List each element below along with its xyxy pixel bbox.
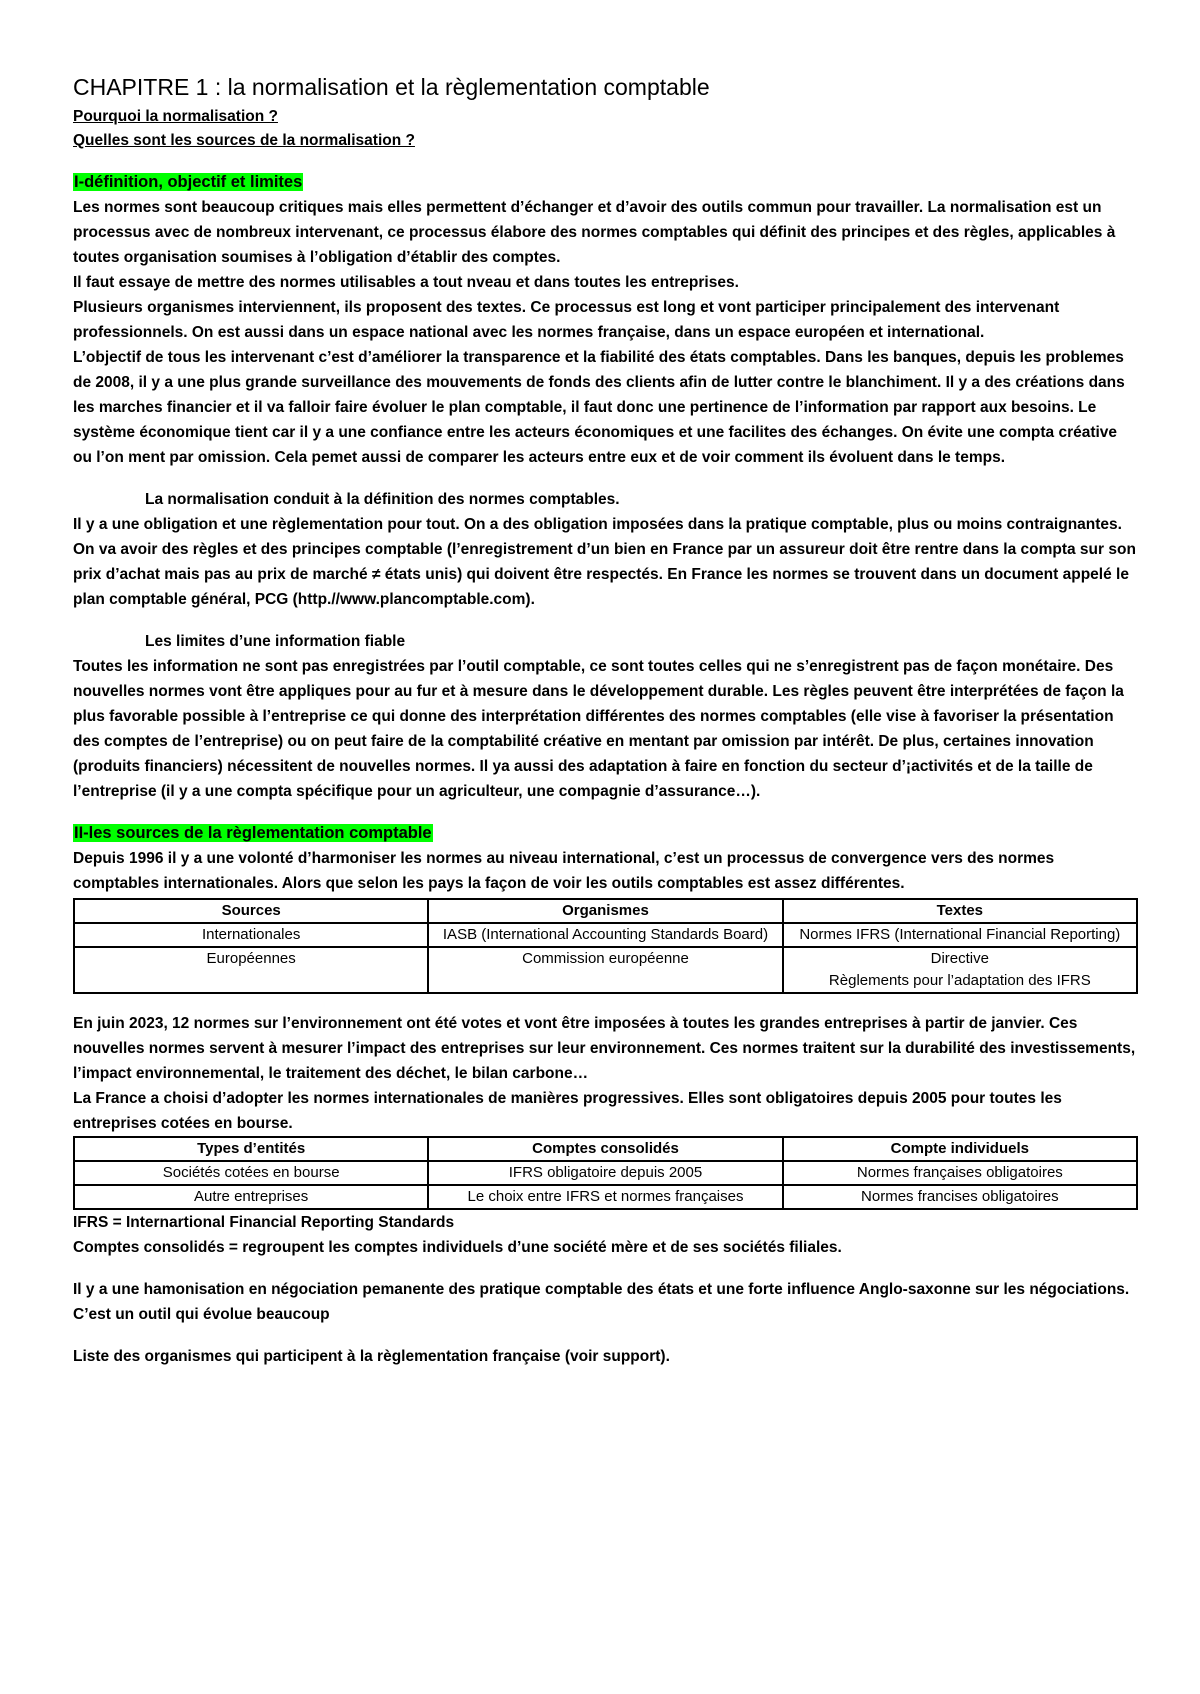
paragraph: Plusieurs organismes interviennent, ils proposent des textes. Ce processus est long et vont participer principalement des intervenant professionnels. On est aussi dans un espace national avec les normes française, dans un espace européen et international. [73, 299, 1060, 341]
table-header-cell: Types d’entités [74, 1137, 428, 1161]
spacer [73, 1327, 1138, 1344]
table-cell: Commission européenne [428, 947, 782, 993]
paragraph: Les normes sont beaucoup critiques mais elles permettent d’échanger et d’avoir des outils commun pour travailler. La normalisation est un processus avec de nombreux intervenant, ce processus élabore des normes comptables qui définit des principes et des règles, applicables à toutes organisation soumises à l’obligation d’établir des comptes. [73, 199, 1116, 266]
table-header-row [74, 899, 1137, 923]
table-row [74, 1185, 1137, 1209]
table-cell: IFRS obligatoire depuis 2005 [428, 1161, 782, 1185]
document-page [73, 72, 1138, 1369]
table-cell: Le choix entre IFRS et normes françaises [428, 1185, 782, 1209]
entities-table [73, 1136, 1138, 1210]
spacer [73, 612, 1138, 629]
paragraph: L’objectif de tous les intervenant c’est d’améliorer la transparence et la fiabilité des états comptables. Dans les banques, depuis les problemes de 2008, il y a une plus grande surveillance des mouvements de fonds des clients afin de lutter contre le blanchiment. Il y a des créations dans les marches financier et il va falloir faire évoluer le plan comptable, il faut donc une pertinence de l’information par rapport aux besoins. Le système économique tient car il y a une confiance entre les acteurs économiques et une facilites des échanges. On évite une compta créative ou l’on ment par omission. Cela pemet aussi de comparer les acteurs entre eux et de voir comment ils évoluent dans le temps. [73, 349, 1125, 466]
table-header-cell: Comptes consolidés [428, 1137, 782, 1161]
section-heading-2-text: II-les sources de la règlementation comptable [74, 824, 432, 842]
question-1: Pourquoi la normalisation ? [73, 108, 278, 125]
paragraph: Il y a une hamonisation en négociation pemanente des pratique comptable des états et une forte influence Anglo-saxonne sur les négociations. C’est un outil qui évolue beaucoup [73, 1281, 1130, 1323]
table-header-cell: Sources [74, 899, 428, 923]
paragraph: Il faut essaye de mettre des normes utilisables a tout nveau et dans toutes les entreprises. [73, 274, 739, 291]
page-title: CHAPITRE 1 : la normalisation et la règlementation comptable [73, 74, 710, 100]
spacer [73, 1260, 1138, 1277]
table-cell: Européennes [74, 947, 428, 993]
spacer [73, 804, 1138, 821]
subheading-limites: Les limites d’une information fiable [145, 633, 406, 650]
section-heading-1-text: I-définition, objectif et limites [74, 173, 303, 191]
spacer [73, 994, 1138, 1011]
table-cell: IASB (International Accounting Standards Board) [428, 923, 782, 947]
section-heading-2 [73, 821, 1138, 846]
table-cell: Directive Règlements pour l’adaptation des IFRS [783, 947, 1137, 993]
table-cell: Normes francises obligatoires [783, 1185, 1137, 1209]
table-row [74, 1161, 1137, 1185]
paragraph: En juin 2023, 12 normes sur l’environnement ont été votes et vont être imposées à toutes les grandes entreprises à partir de janvier. Ces nouvelles normes servent à mesurer l’impact des entreprises sur leur environnement. Ces normes traitent sur la durabilité des investissements, l’impact environnemental, le traitement des déchet, le bilan carbone… [73, 1015, 1136, 1082]
table-row [74, 923, 1137, 947]
paragraph: La France a choisi d’adopter les normes internationales de manières progressives. Elles sont obligatoires depuis 2005 pour toutes les entreprises cotées en bourse. [73, 1090, 1062, 1132]
paragraph: Liste des organismes qui participent à la règlementation française (voir support). [73, 1348, 670, 1365]
table-header-cell: Organismes [428, 899, 782, 923]
table-cell: Internationales [74, 923, 428, 947]
spacer [73, 470, 1138, 487]
subheading-normes: La normalisation conduit à la définition des normes comptables. [145, 491, 620, 508]
sources-table [73, 898, 1138, 994]
table-header-row [74, 1137, 1137, 1161]
paragraph: Il y a une obligation et une règlementation pour tout. On a des obligation imposées dans la pratique comptable, plus ou moins contraignantes. On va avoir des règles et des principes comptable (l’enregistrement d’un bien en France par un assureur doit être rentre dans la compta sur son prix d’achat mais pas au prix de marché ≠ états unis) qui doivent être respectés. En France les normes se trouvent dans un document appelé le plan comptable général, PCG (http.//www.plancomptable.com). [73, 516, 1136, 608]
section-heading-1 [73, 170, 1138, 195]
table-row [74, 947, 1137, 993]
question-2: Quelles sont les sources de la normalisation ? [73, 132, 415, 149]
table-cell: Sociétés cotées en bourse [74, 1161, 428, 1185]
definition-comptes-consolides: Comptes consolidés = regroupent les comptes individuels d’une société mère et de ses sociétés filiales. [73, 1239, 842, 1256]
table-cell: Autre entreprises [74, 1185, 428, 1209]
table-header-cell: Compte individuels [783, 1137, 1137, 1161]
paragraph: Depuis 1996 il y a une volonté d’harmoniser les normes au niveau international, c’est un processus de convergence vers des normes comptables internationales. Alors que selon les pays la façon de voir les outils comptables est assez différentes. [73, 850, 1055, 892]
table-header-cell: Textes [783, 899, 1137, 923]
spacer [73, 153, 1138, 170]
paragraph: Toutes les information ne sont pas enregistrées par l’outil comptable, ce sont toutes celles qui ne s’enregistrent pas de façon monétaire. Des nouvelles normes vont être appliques pour au fur et à mesure dans le développement durable. Les règles peuvent être interprétées de façon la plus favorable possible à l’entreprise ce qui donne des interprétation différentes des normes comptables (elle vise à favoriser la présentation des comptes de l’entreprise) ou on peut faire de la comptabilité créative en mentant par omission par intérêt. De plus, certaines innovation (produits financiers) nécessitent de nouvelles normes. Il ya aussi des adaptation à faire en fonction du secteur d’¡activités et de la taille de l’entreprise (il y a une compta spécifique pour un agriculteur, une compagnie d’assurance…). [73, 658, 1124, 800]
definition-ifrs: IFRS = Internartional Financial Reporting Standards [73, 1214, 455, 1231]
table-cell: Normes françaises obligatoires [783, 1161, 1137, 1185]
table-cell: Normes IFRS (International Financial Reporting) [783, 923, 1137, 947]
